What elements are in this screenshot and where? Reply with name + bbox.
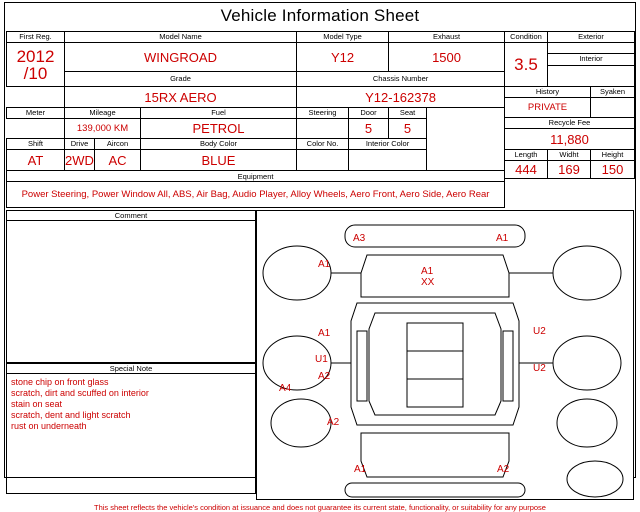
diagram-column [256, 210, 634, 500]
table-row [505, 150, 635, 161]
label-aircon: Aircon [95, 139, 141, 150]
special-note-line: scratch, dirt and scuffed on interior [11, 388, 149, 398]
special-note-line: scratch, dent and light scratch [11, 410, 131, 420]
table-row [505, 129, 635, 150]
label-exhaust: Exhaust [389, 32, 505, 43]
damage-mark: A3 [353, 233, 366, 244]
value-door: 5 [349, 119, 389, 139]
spec-table-right [504, 31, 634, 208]
value-fuel: PETROL [141, 119, 297, 139]
table-row [505, 118, 635, 129]
damage-mark: A1 [318, 328, 331, 339]
value-model-type: Y12 [297, 43, 389, 72]
table-row [7, 43, 505, 72]
special-note-line: rust on underneath [11, 421, 87, 431]
value-exterior [548, 43, 635, 54]
label-shift: Shift [7, 139, 65, 150]
value-interior-color [349, 150, 427, 171]
damage-mark: XX [421, 277, 435, 288]
label-equipment: Equipment [7, 171, 505, 182]
label-syaken: Syaken [591, 87, 635, 98]
value-first-reg-month: /10 [23, 63, 48, 83]
value-aircon: AC [95, 150, 141, 171]
table-row [7, 139, 505, 150]
damage-mark: A1 [421, 266, 434, 277]
value-condition: 3.5 [505, 43, 548, 87]
table-row [505, 98, 635, 118]
value-steering [297, 119, 349, 139]
label-chassis-number: Chassis Number [297, 72, 505, 87]
damage-mark: A1 [354, 464, 367, 475]
value-interior [548, 65, 635, 87]
value-recycle-fee: 11,880 [505, 129, 635, 150]
table-row [505, 161, 635, 179]
value-syaken [591, 98, 635, 118]
label-width: Widht [548, 150, 591, 161]
label-history: History [505, 87, 591, 98]
label-condition: Condition [505, 32, 548, 43]
label-seat: Seat [389, 108, 427, 119]
table-row [7, 119, 505, 139]
table-row [7, 171, 505, 182]
damage-mark: A2 [318, 371, 331, 382]
label-exterior: Exterior [548, 32, 635, 43]
value-drive: 2WD [65, 150, 95, 171]
footer-disclaimer: This sheet reflects the vehicle's condition at issuance and does not guarantee its current state, functionality, or suitability for any purpose [94, 503, 546, 512]
value-body-color: BLUE [141, 150, 297, 171]
spec-table-left [6, 31, 504, 208]
table-row [7, 87, 505, 108]
value-shift: AT [7, 150, 65, 171]
table-row [7, 150, 505, 171]
spec-tables [6, 31, 634, 208]
table-row [7, 182, 505, 208]
label-color-no: Color No. [297, 139, 349, 150]
special-note-body [6, 374, 256, 494]
damage-mark: A4 [279, 383, 292, 394]
table-row [7, 32, 505, 43]
value-first-reg-year: 2012 [16, 46, 55, 66]
value-width: 169 [548, 161, 591, 179]
lower-section [6, 210, 634, 500]
value-equipment: Power Steering, Power Window All, ABS, Air Bag, Audio Player, Alloy Wheels, Aero Front, Aero Side, Aero Rear [7, 182, 505, 208]
page-title: Vehicle Information Sheet [220, 6, 420, 25]
damage-mark: A2 [497, 464, 510, 475]
special-note-header: Special Note [6, 363, 256, 374]
table-row [7, 72, 505, 87]
value-color-no [297, 150, 349, 171]
value-seat: 5 [389, 119, 427, 139]
label-steering: Steering [297, 108, 349, 119]
damage-mark: A1 [496, 233, 509, 244]
table-row [505, 43, 635, 54]
comment-body [6, 221, 256, 363]
value-history: PRIVATE [505, 98, 591, 118]
table-row [7, 108, 505, 119]
table-row [505, 32, 635, 43]
value-exhaust: 1500 [389, 43, 505, 72]
special-note-line: stone chip on front glass [11, 377, 109, 387]
damage-mark: A1 [318, 259, 331, 270]
vehicle-damage-diagram [256, 210, 634, 500]
label-mileage: Mileage [65, 108, 141, 119]
special-note-line: stain on seat [11, 399, 63, 409]
label-meter: Meter [7, 108, 65, 119]
table-row [505, 87, 635, 98]
vehicle-outline-svg [257, 211, 633, 499]
damage-mark: U2 [533, 363, 546, 374]
value-length: 444 [505, 161, 548, 179]
damage-mark: U1 [315, 354, 328, 365]
comment-header: Comment [6, 210, 256, 221]
label-model-type: Model Type [297, 32, 389, 43]
label-first-reg: First Reg. [7, 32, 65, 43]
label-interior: Interior [548, 54, 635, 65]
label-drive: Drive [65, 139, 95, 150]
label-height: Height [591, 150, 635, 161]
label-body-color: Body Color [141, 139, 297, 150]
damage-mark: A2 [327, 417, 340, 428]
value-mileage: 139,000 KM [65, 119, 141, 139]
label-grade: Grade [65, 72, 297, 87]
label-door: Door [349, 108, 389, 119]
label-length: Length [505, 150, 548, 161]
damage-mark: U2 [533, 326, 546, 337]
value-model-name: WINGROAD [65, 43, 297, 72]
label-model-name: Model Name [65, 32, 297, 43]
value-chassis-number: Y12-162378 [297, 87, 505, 108]
value-grade: 15RX AERO [65, 87, 297, 108]
comment-column [6, 210, 256, 500]
value-height: 150 [591, 161, 635, 179]
label-interior-color: Interior Color [349, 139, 427, 150]
label-recycle-fee: Recycle Fee [505, 118, 635, 129]
label-fuel: Fuel [141, 108, 297, 119]
value-first-reg [7, 43, 65, 87]
